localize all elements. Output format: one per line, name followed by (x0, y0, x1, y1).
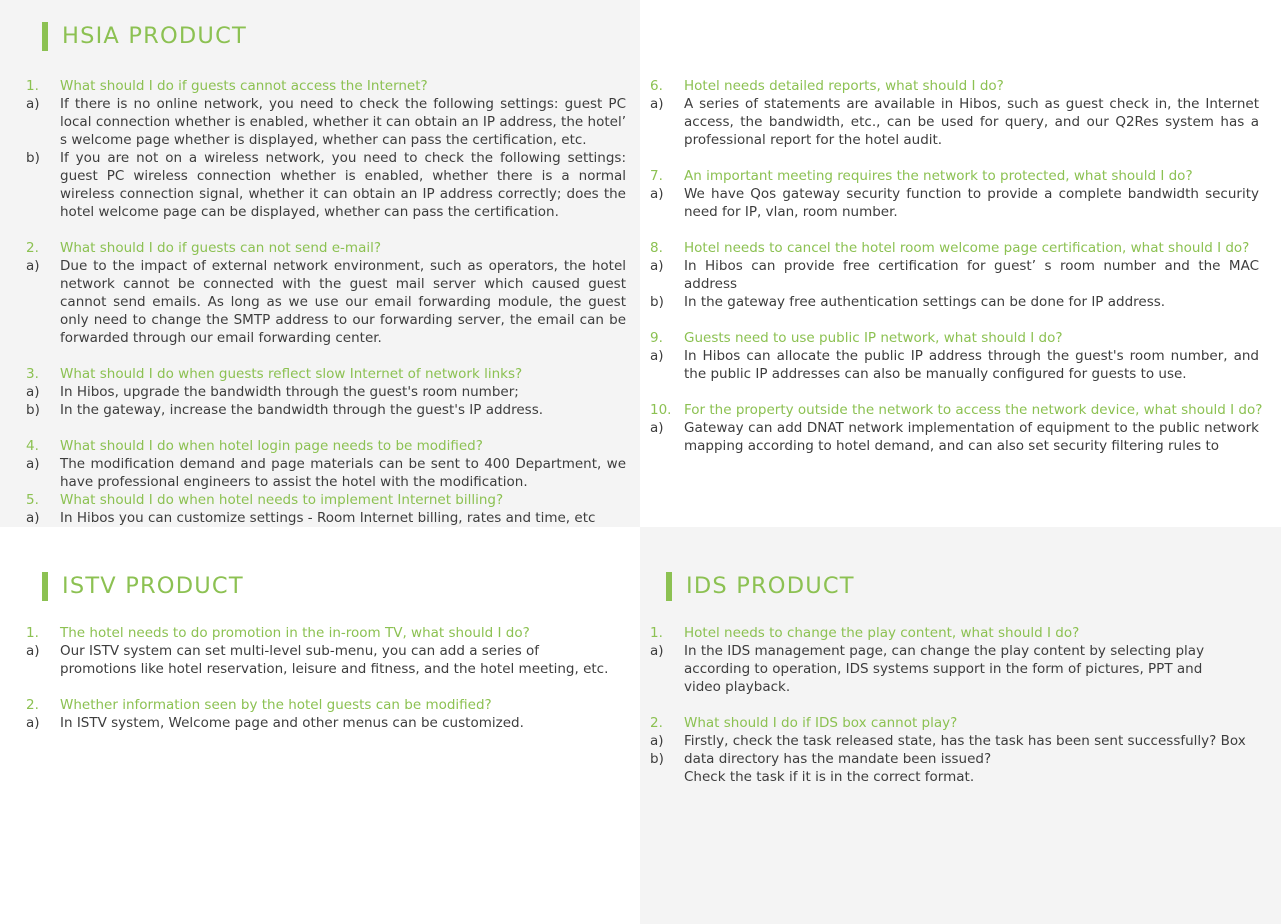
answer-marker: b) (650, 294, 664, 310)
question-text: What should I do when hotel login page needs to be modified? (60, 438, 483, 454)
answer-text: In the IDS management page, can change the play content by selecting play (684, 643, 1205, 659)
question-number: 2. (26, 697, 39, 713)
hsia-faq-list-left (26, 77, 626, 527)
faq-item (650, 239, 1259, 311)
question-number: 2. (26, 240, 39, 256)
answer-text: Gateway can add DNAT network implementation of equipment to the public network mapping according to hotel demand, and can also set security filtering rules to (684, 420, 1259, 454)
question-text: Hotel needs detailed reports, what should I do? (684, 78, 1004, 94)
answer-marker: a) (26, 510, 40, 526)
answer-text: In Hibos can allocate the public IP address through the guest's room number, and the public IP addresses can also be manually configured for guests to use. (684, 348, 1259, 382)
answer-text: Due to the impact of external network environment, such as operators, the hotel network cannot be connected with the guest mail server which caused guest cannot send emails. As long as we use our email forwarding module, the guest only need to change the SMTP address to our forwarding server, the email can be forwarded through our email forwarding center. (60, 258, 626, 346)
faq-item (26, 77, 626, 221)
answer-text: Our ISTV system can set multi-level sub-menu, you can add a series of (60, 643, 540, 659)
answer-marker: a) (650, 733, 664, 749)
faq-item (650, 167, 1259, 221)
question-text: Hotel needs to cancel the hotel room welcome page certification, what should I do? (684, 240, 1250, 256)
istv-faq-list (26, 624, 626, 732)
faq-item (650, 329, 1259, 383)
question-number: 5. (26, 492, 39, 508)
answer-marker: a) (650, 186, 664, 202)
answer-marker: a) (26, 258, 40, 274)
answer-text: In Hibos can provide free certification for guest’ s room number and the MAC address (684, 258, 1259, 292)
question-number: 6. (650, 78, 663, 94)
faq-item (26, 437, 626, 491)
answer-marker: a) (650, 258, 664, 274)
answer-marker: a) (26, 384, 40, 400)
hsia-faq-list-right (650, 77, 1263, 455)
question-number: 4. (26, 438, 39, 454)
answer-text-continued: video playback. (684, 679, 791, 695)
answer-text: In ISTV system, Welcome page and other menus can be customized. (60, 715, 524, 731)
answer-marker: a) (26, 456, 40, 472)
question-text: What should I do if guests can not send e-mail? (60, 240, 382, 256)
question-number: 1. (650, 625, 663, 641)
answer-marker: a) (26, 715, 40, 731)
answer-text: In Hibos you can customize settings - Room Internet billing, rates and time, etc (60, 510, 596, 526)
hsia-panel-right (640, 0, 1281, 527)
question-text: The hotel needs to do promotion in the in-room TV, what should I do? (60, 625, 530, 641)
question-text: What should I do when hotel needs to implement Internet billing? (60, 492, 504, 508)
faq-item (26, 239, 626, 347)
faq-item (26, 491, 626, 527)
faq-item (26, 696, 626, 732)
answer-text: If there is no online network, you need to check the following settings: guest PC local connection whether is enabled, whether it can obtain an IP address, the hotel’ s welcome page whether is displayed, whether can pass the certification, etc. (60, 96, 626, 148)
answer-text: Check the task if it is in the correct format. (684, 769, 975, 785)
answer-text-continued: promotions like hotel reservation, leisure and fitness, and the hotel meeting, etc. (60, 661, 609, 677)
answer-marker: b) (26, 150, 40, 166)
faq-item (26, 624, 626, 678)
ids-section-title: IDS PRODUCT (666, 572, 855, 601)
question-text: An important meeting requires the network to protected, what should I do? (684, 168, 1193, 184)
answer-marker: b) (650, 751, 664, 767)
faq-item (650, 624, 1259, 696)
answer-text: If you are not on a wireless network, you need to check the following settings: guest PC wireless connection whether is enabled, whether there is a normal wireless connection signal, whether it can obtain an IP address correctly; does the hotel welcome page can be displayed, whether can pass the certification. (60, 150, 626, 220)
answer-marker: b) (26, 402, 40, 418)
question-text: What should I do if guests cannot access the Internet? (60, 78, 428, 94)
question-text: Hotel needs to change the play content, what should I do? (684, 625, 1080, 641)
question-number: 8. (650, 240, 663, 256)
ids-panel (640, 527, 1281, 924)
answer-marker: a) (26, 96, 40, 112)
question-text: What should I do when guests reflect slow Internet of network links? (60, 366, 523, 382)
question-text: Whether information seen by the hotel guests can be modified? (60, 697, 492, 713)
faq-item (650, 77, 1259, 149)
question-number: 1. (26, 78, 39, 94)
faq-item (650, 714, 1259, 786)
question-text: For the property outside the network to access the network device, what should I do? (684, 402, 1263, 418)
faq-item (650, 401, 1263, 455)
answer-marker: a) (650, 643, 664, 659)
question-number: 1. (26, 625, 39, 641)
faq-item (26, 365, 626, 419)
hsia-section-title: HSIA PRODUCT (42, 22, 247, 51)
answer-text: Firstly, check the task released state, has the task has been sent successfully? Box (684, 733, 1246, 749)
istv-section-title: ISTV PRODUCT (42, 572, 244, 601)
answer-text: A series of statements are available in Hibos, such as guest check in, the Internet access, the bandwidth, etc., can be used for query, and our Q2Res system has a professional report for the hotel audit. (684, 96, 1259, 148)
answer-text: In the gateway, increase the bandwidth through the guest's IP address. (60, 402, 544, 418)
question-number: 10. (650, 402, 672, 418)
question-number: 9. (650, 330, 663, 346)
answer-text: data directory has the mandate been issued? (684, 751, 992, 767)
hsia-panel-left (0, 0, 640, 527)
question-number: 3. (26, 366, 39, 382)
ids-faq-list (650, 624, 1259, 786)
question-text: Guests need to use public IP network, what should I do? (684, 330, 1063, 346)
question-number: 7. (650, 168, 663, 184)
istv-panel (0, 527, 640, 924)
answer-marker: a) (650, 96, 664, 112)
question-text: What should I do if IDS box cannot play? (684, 715, 958, 731)
answer-marker: a) (650, 420, 664, 436)
answer-marker: a) (650, 348, 664, 364)
answer-text-continued: according to operation, IDS systems support in the form of pictures, PPT and (684, 661, 1203, 677)
answer-text: In the gateway free authentication settings can be done for IP address. (684, 294, 1166, 310)
answer-text: We have Qos gateway security function to provide a complete bandwidth security need for IP, vlan, room number. (684, 186, 1259, 220)
answer-text: The modification demand and page materials can be sent to 400 Department, we have professional engineers to assist the hotel with the modification. (60, 456, 626, 490)
answer-marker: a) (26, 643, 40, 659)
answer-text: In Hibos, upgrade the bandwidth through the guest's room number; (60, 384, 519, 400)
question-number: 2. (650, 715, 663, 731)
